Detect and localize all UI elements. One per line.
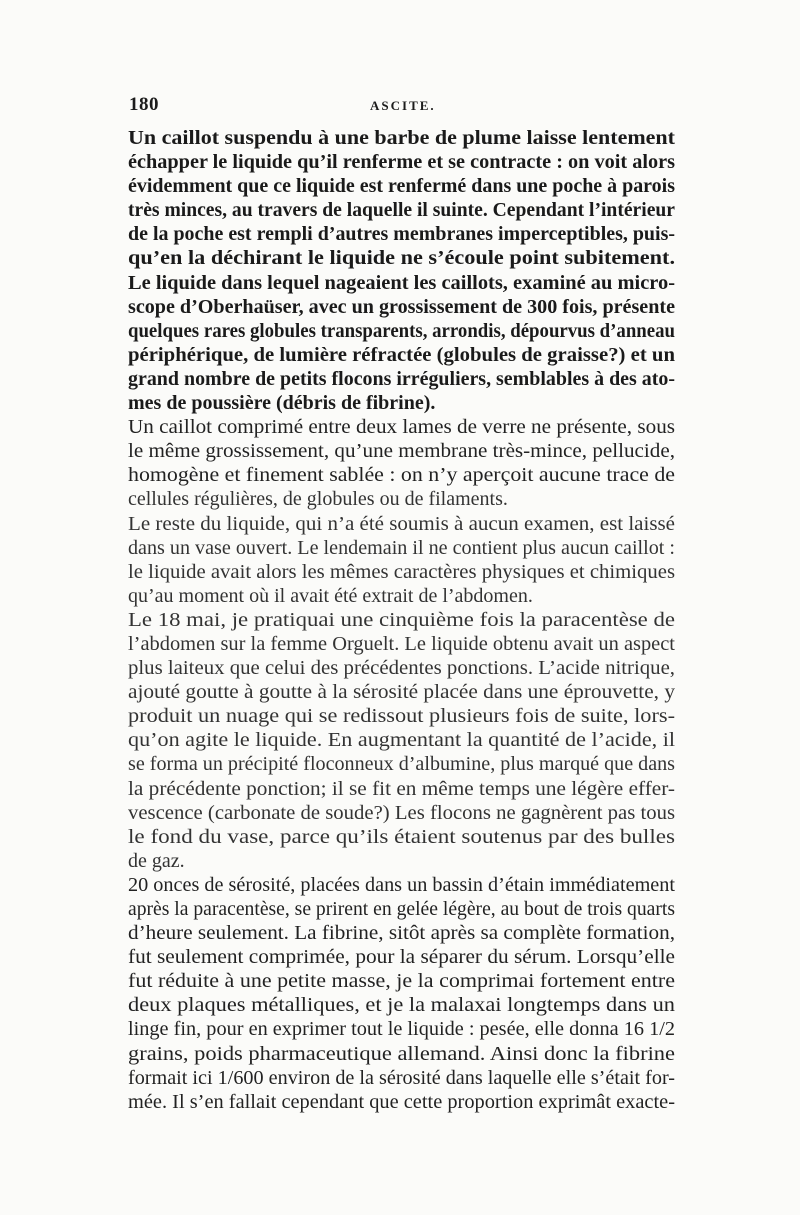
text-line: produit un nuage qui se redissout plusieurs fois de suite, lors- [128,705,676,728]
body-text [128,126,675,1114]
text-line: échapper le liquide qu’il renferme et se contracte : on voit alors [128,151,676,174]
text-line: fut seulement comprimée, pour la séparer du sérum. Lorsqu’elle [128,946,676,969]
text-line: de gaz. [128,849,185,872]
text-line: se forma un précipité floconneux d’albumine, plus marqué que dans [128,753,676,776]
text-line: 20 onces de sérosité, placées dans un bassin d’étain immédiatement [128,873,676,896]
text-line: Le 18 mai, je pratiquai une cinquième fois la paracentèse de [128,608,675,631]
text-line: qu’au moment où il avait été extrait de l’abdomen. [128,584,533,607]
text-line: vescence (carbonate de soude?) Les flocons ne gagnèrent pas tous [128,801,676,824]
text-line: homogène et finement sablée : on n’y aperçoit aucune trace de [128,464,676,487]
text-line: périphérique, de lumière réfractée (globules de graisse?) et un [128,343,675,366]
text-line: le même grossissement, qu’une membrane très-mince, pellucide, [128,440,675,463]
text-line: plus laiteux que celui des précédentes ponctions. L’acide nitrique, [128,657,676,680]
text-line: grains, poids pharmaceutique allemand. Ainsi donc la fibrine [128,1042,676,1065]
text-line: Un caillot suspendu à une barbe de plume laisse lentement [128,127,675,149]
page-number: 180 [129,94,159,115]
text-line: après la paracentèse, se prirent en gelée légère, au bout de trois quarts [128,898,675,920]
text-line: Le liquide dans lequel nageaient les caillots, examiné au micro- [128,271,676,294]
text-line: très minces, au travers de laquelle il suinte. Cependant l’intérieur [128,199,676,222]
text-line: quelques rares globules transparents, arrondis, dépourvus d’anneau [128,319,675,342]
page-header [129,94,675,120]
text-line: ajouté goutte à goutte à la sérosité placée dans une éprouvette, y [128,681,676,704]
text-line: formait ici 1/600 environ de la sérosité dans laquelle elle s’était for- [128,1066,676,1089]
text-line: mes de poussière (débris de fibrine). [128,392,436,415]
text-line: qu’on agite le liquide. En augmentant la quantité de l’acide, il [128,729,676,752]
text-line: la précédente ponction; il se fit en même temps une légère effer- [128,777,676,800]
text-line: le liquide avait alors les mêmes caractères physiques et chimiques [128,560,676,583]
text-line: grand nombre de petits flocons irréguliers, semblables à des ato- [128,367,676,390]
running-title: ASCITE. [370,98,436,113]
text-line: Le reste du liquide, qui n’a été soumis à aucun examen, est laissé [128,512,676,535]
text-line: fut réduite à une petite masse, je la comprimai fortement entre [128,970,675,993]
text-line: évidemment que ce liquide est renfermé dans une poche à parois [128,175,675,198]
text-line: le fond du vase, parce qu’ils étaient soutenus par des bulles [128,825,675,848]
text-line: cellules régulières, de globules ou de filaments. [128,488,508,511]
text-line: d’heure seulement. La fibrine, sitôt après sa complète formation, [128,922,675,945]
text-line: qu’en la déchirant le liquide ne s’écoule point subitement. [128,247,676,270]
text-line: mée. Il s’en fallait cependant que cette proportion exprimât exacte- [128,1090,675,1113]
text-line: deux plaques métalliques, et je la malaxai longtemps dans un [128,994,675,1017]
text-line: l’abdomen sur la femme Orguelt. Le liquide obtenu avait un aspect [128,632,675,655]
text-line: linge fin, pour en exprimer tout le liquide : pesée, elle donna 16 1/2 [128,1018,676,1041]
text-line: de la poche est rempli d’autres membranes imperceptibles, puis- [128,223,675,246]
text-line: Un caillot comprimé entre deux lames de verre ne présente, sous [128,416,676,439]
text-line: scope d’Oberhaüser, avec un grossissement de 300 fois, présente [128,295,675,318]
text-line: dans un vase ouvert. Le lendemain il ne contient plus aucun caillot : [128,536,675,559]
